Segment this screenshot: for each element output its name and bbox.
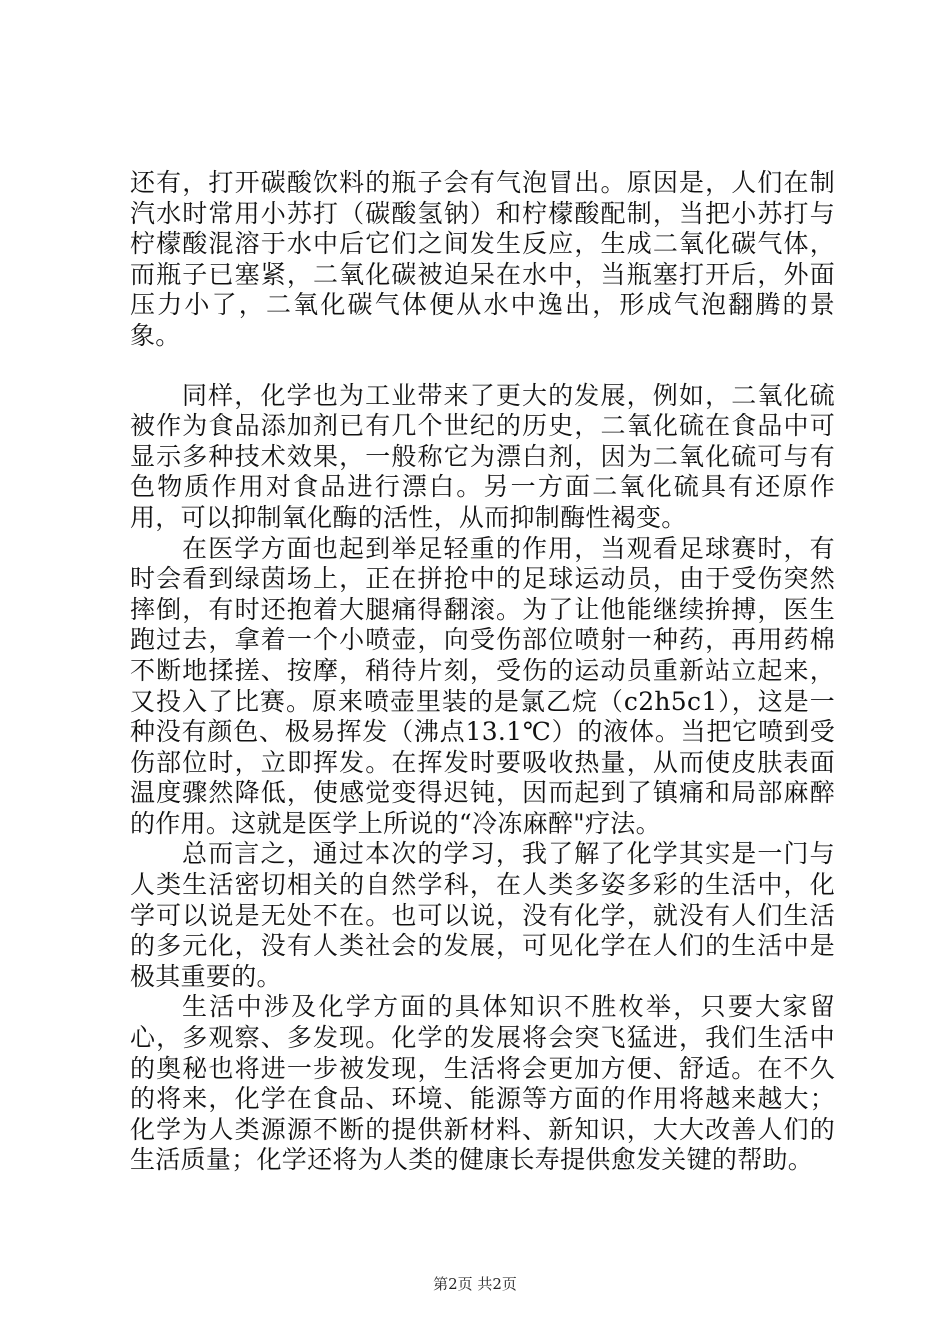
paragraph-industry: 同样，化学也为工业带来了更大的发展，例如，二氧化硫被作为食品添加剂已有几个世纪的历史，二氧化硫在食品中可显示多种技术效果，一般称它为漂白剂，因为二氧化硫可与有色物质作用对食品进行漂白。另一方面二氧化硫具有还原作用，可以抑制氧化酶的活性，从而抑制酶性褐变。: [130, 380, 835, 532]
paragraph-future: 生活中涉及化学方面的具体知识不胜枚举，只要大家留心，多观察、多发现。化学的发展将会突飞猛进，我们生活中的奥秘也将进一步被发现，生活将会更加方便、舒适。在不久的将来，化学在食品、环境、能源等方面的作用将越来越大；化学为人类源源不断的提供新材料、新知识，大大改善人们的生活质量；化学还将为人类的健康长寿提供愈发关键的帮助。: [130, 992, 835, 1175]
page-number-footer: 第2页 共2页: [433, 1275, 517, 1293]
document-body: [130, 168, 835, 1176]
paragraph-carbonated-drinks: 还有，打开碳酸饮料的瓶子会有气泡冒出。原因是，人们在制汽水时常用小苏打（碳酸氢钠）和柠檬酸配制，当把小苏打与柠檬酸混溶于水中后它们之间发生反应，生成二氧化碳气体，而瓶子已塞紧，二氧化碳被迫呆在水中，当瓶塞打开后，外面压力小了，二氧化碳气体便从水中逸出，形成气泡翻腾的景象。: [130, 168, 835, 350]
paragraph-medicine: 在医学方面也起到举足轻重的作用，当观看足球赛时，有时会看到绿茵场上，正在拼抢中的足球运动员，由于受伤突然摔倒，有时还抱着大腿痛得翻滚。为了让他能继续拚搏，医生跑过去，拿着一个小喷壶，向受伤部位喷射一种药，再用药棉不断地揉搓、按摩，稍待片刻，受伤的运动员重新站立起来，又投入了比赛。原来喷壶里装的是氯乙烷（c2h5c1），这是一种没有颜色、极易挥发（沸点13.1℃）的液体。当把它喷到受伤部位时，立即挥发。在挥发时要吸收热量，从而使皮肤表面温度骤然降低，使感觉变得迟钝，因而起到了镇痛和局部麻醉的作用。这就是医学上所说的“冷冻麻醉"疗法。: [130, 533, 835, 838]
paragraph-summary: 总而言之，通过本次的学习，我了解了化学其实是一门与人类生活密切相关的自然学科，在人类多姿多彩的生活中，化学可以说是无处不在。也可以说，没有化学，就没有人们生活的多元化，没有人类社会的发展，可见化学在人们的生活中是极其重要的。: [130, 839, 835, 991]
